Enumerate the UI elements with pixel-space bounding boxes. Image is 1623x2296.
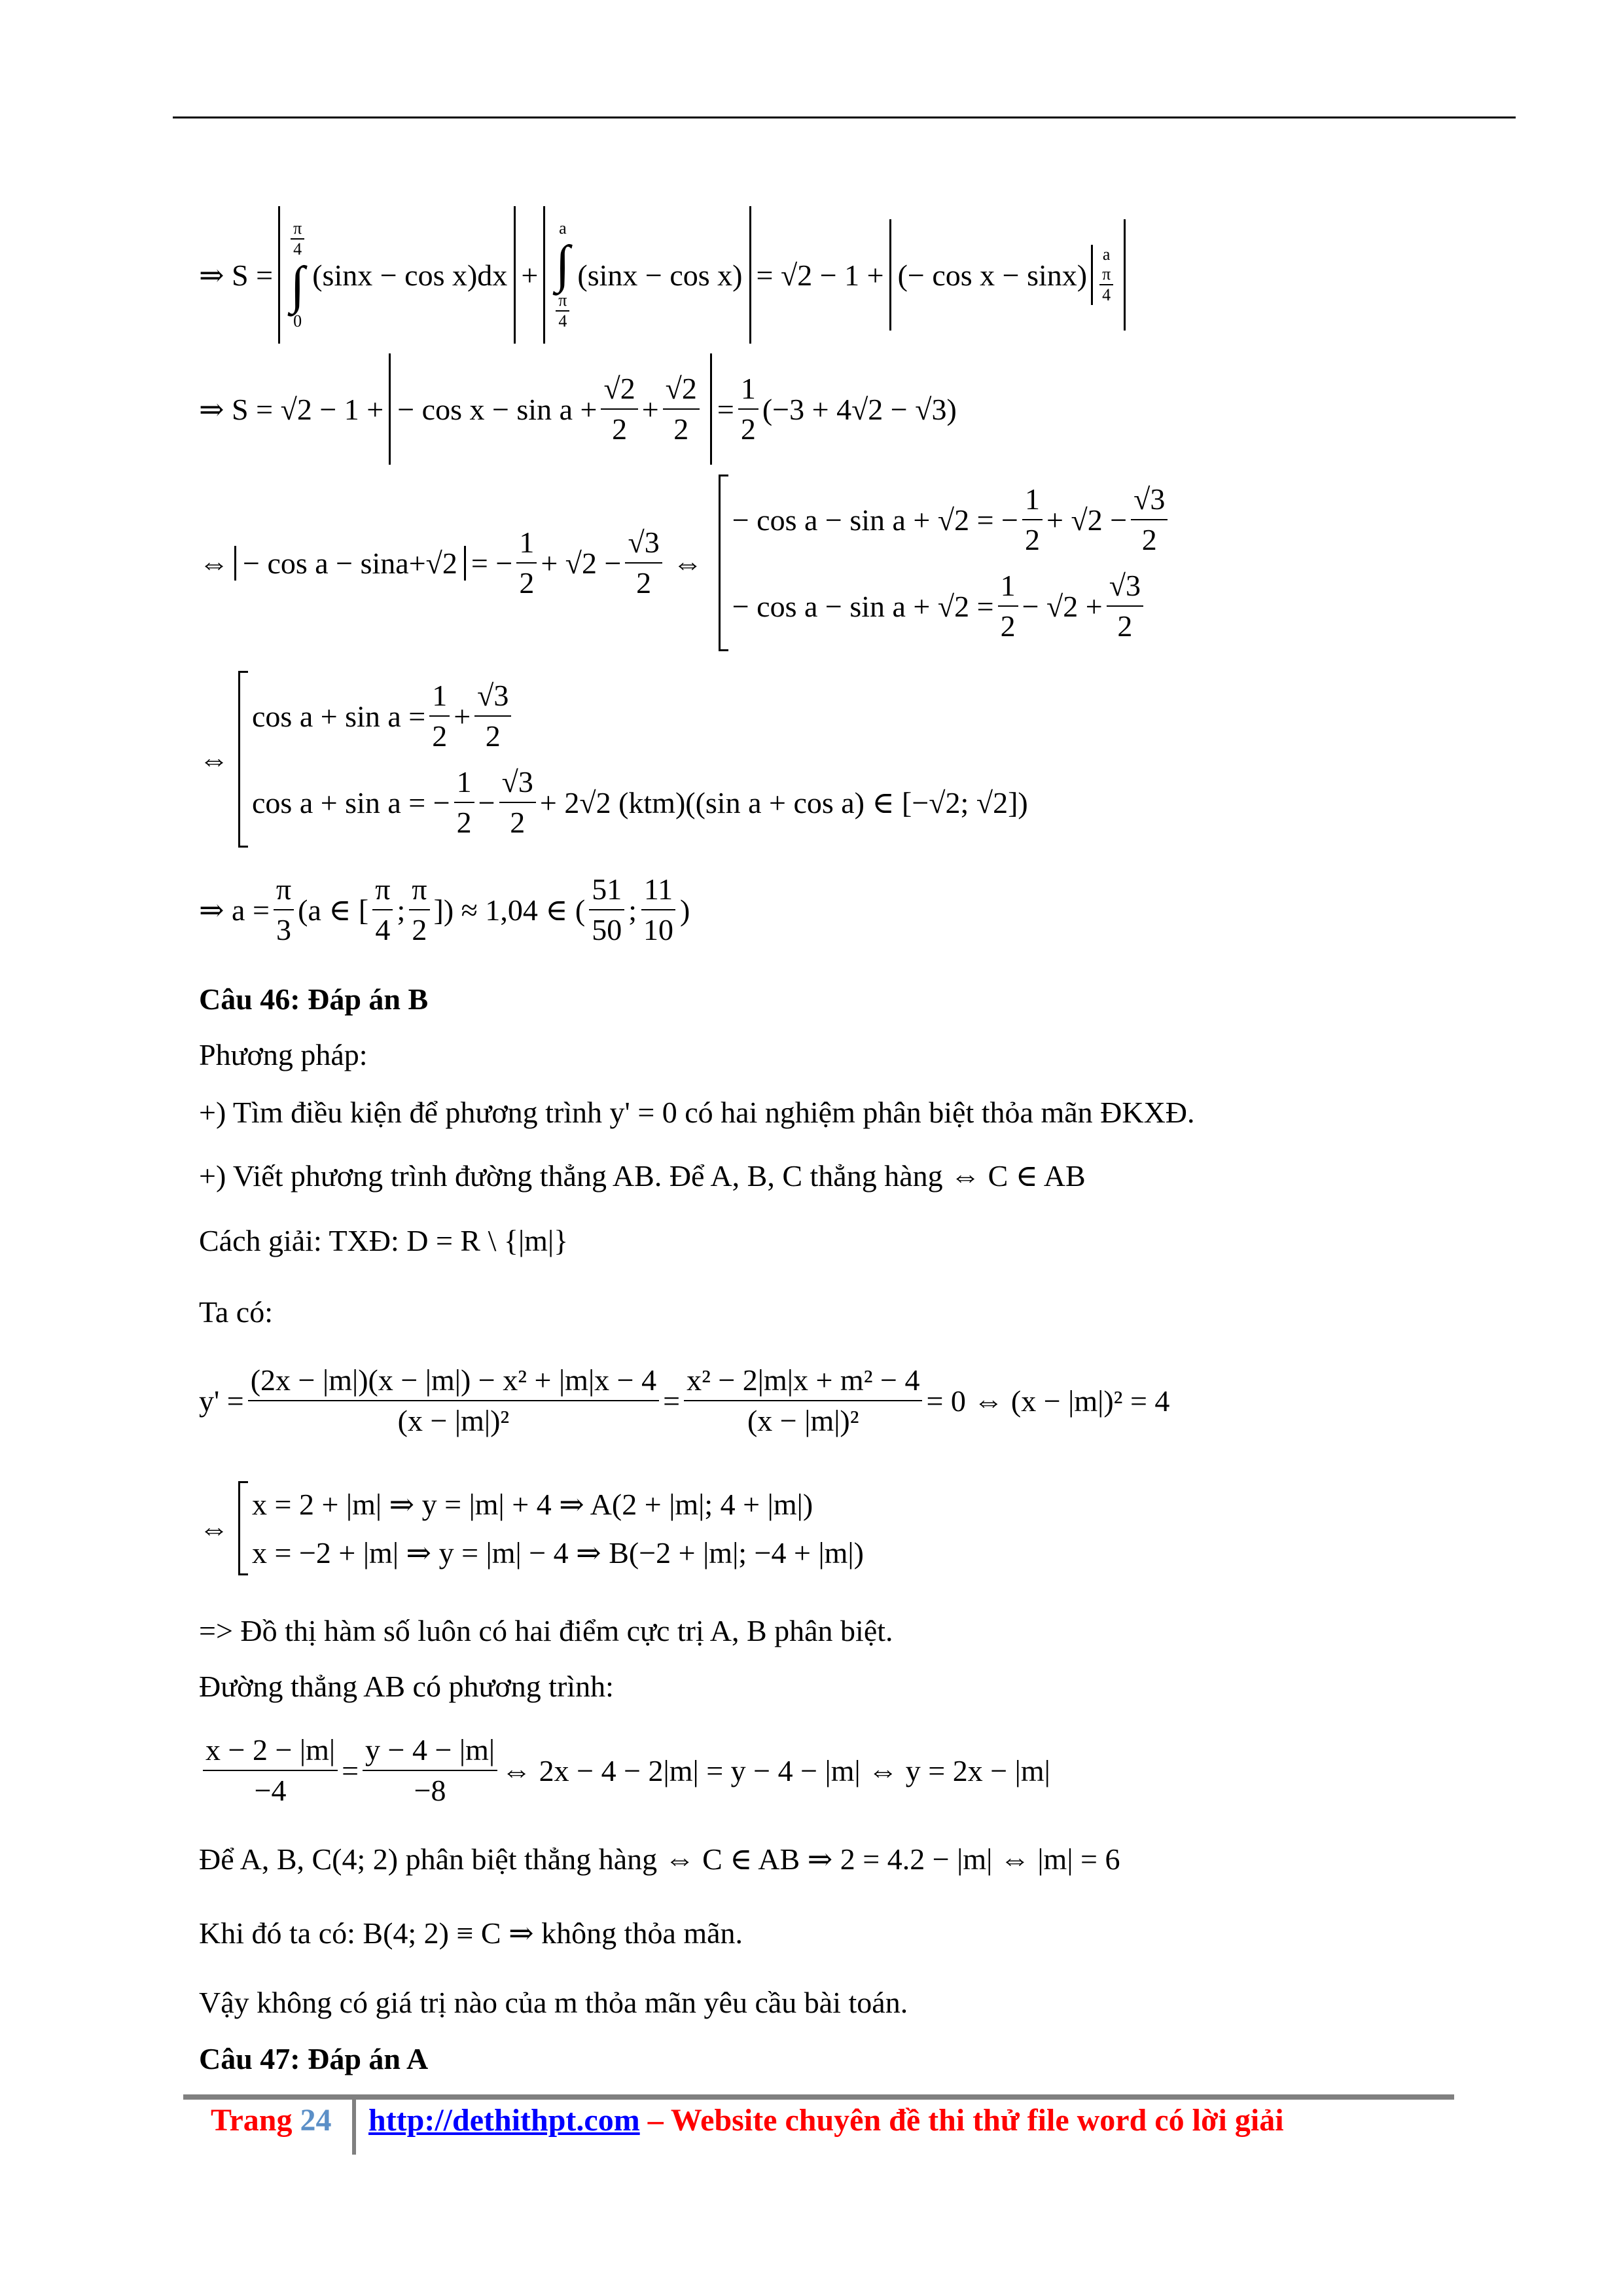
fraction-den: 2 (1117, 609, 1133, 643)
integral-sign: ∫ (555, 236, 570, 293)
fraction-num: x − 2 − |m| (203, 1731, 338, 1771)
fraction-den: −4 (254, 1774, 287, 1807)
fraction-num: √3 (1131, 480, 1168, 520)
solution-domain: Cách giải: TXĐ: D = R \ {|m|} (199, 1224, 569, 1257)
page-label: Trang (211, 2103, 293, 2138)
abs-eval (889, 219, 1126, 331)
eq-text: + √2 − (1046, 503, 1128, 537)
eq-text: = 0 ⇔ (x − |m|)² = 4 (926, 1384, 1170, 1418)
eq-text: − (478, 785, 495, 819)
eq-text: cos a + sin a = (252, 699, 426, 733)
fraction-num: √3 (474, 676, 511, 717)
footer-site (368, 2102, 1284, 2138)
footer-rule (183, 2094, 1454, 2100)
fraction-num: √3 (625, 523, 662, 564)
case-bracket (719, 475, 1172, 651)
fraction-den: 2 (1025, 523, 1040, 556)
line-ab-equation (199, 1721, 1050, 1820)
fraction-den: 2 (456, 806, 472, 839)
method-label: Phương pháp: (199, 1038, 368, 1071)
extremum-cases (199, 1466, 864, 1590)
eq-text: (− cos x − sinx) (897, 258, 1088, 292)
eq-text: − cos x − sin a + (397, 392, 597, 426)
fraction-num: (2x − |m|)(x − |m|) − x² + |m|x − 4 (248, 1361, 659, 1401)
fraction-den: 2 (412, 913, 427, 946)
eq-text: + (521, 258, 539, 292)
fraction-den: 2 (673, 412, 689, 446)
integral (287, 219, 308, 331)
fraction-num: √2 (601, 369, 637, 410)
eq-text: ; (397, 893, 406, 927)
limit: π (556, 291, 569, 312)
method-step-2: +) Viết phương trình đường thẳng AB. Để A, B, C thẳng hàng ⇔ C ∈ AB (199, 1159, 1086, 1193)
ta-co-label: Ta có: (199, 1295, 274, 1329)
eq-text: − √2 + (1022, 589, 1103, 623)
fraction-den: 2 (432, 719, 448, 753)
case-row (252, 676, 1028, 756)
then-statement: Khi đó ta có: B(4; 2) ≡ C ⇒ không thỏa mãn. (199, 1916, 743, 1950)
limit: a (1102, 245, 1111, 264)
fraction-den: 2 (1141, 523, 1157, 556)
fraction-num: π (274, 870, 294, 910)
limit: 4 (558, 312, 567, 331)
question-47-heading: Câu 47: Đáp án A (199, 2042, 429, 2075)
eq-text: ⇒ a = (199, 893, 270, 927)
eq-text: = − (471, 546, 513, 580)
eq-text: ; (628, 893, 637, 927)
fraction-num: x² − 2|m|x + m² − 4 (684, 1361, 922, 1401)
fraction-den: 2 (636, 566, 652, 600)
fraction-num: √3 (499, 762, 536, 803)
eq-text: ⇒ S = (199, 259, 274, 292)
fraction-den: 50 (592, 913, 622, 946)
eq-text: ⇔ (672, 546, 703, 580)
fraction-den: 2 (519, 566, 535, 600)
equation-s-value (199, 353, 957, 465)
integral-sign: ∫ (290, 257, 305, 314)
fraction-den: 3 (276, 913, 292, 946)
fraction-den: 10 (643, 913, 674, 946)
eq-text: (sinx − cos x)dx (312, 258, 508, 292)
limit: 0 (293, 312, 302, 331)
header-rule (173, 117, 1516, 118)
fraction-den: 2 (612, 412, 628, 446)
fraction-num: 1 (998, 566, 1018, 607)
derivative-equation (199, 1348, 1169, 1453)
method-step-1: +) Tìm điều kiện để phương trình y' = 0 có hai nghiệm phân biệt thỏa mãn ĐKXĐ. (199, 1096, 1195, 1129)
page-number: 24 (300, 2103, 332, 2138)
fraction-den: 4 (375, 913, 391, 946)
eq-text: (sinx − cos x) (577, 258, 743, 292)
eq-text: ) (680, 893, 690, 927)
limit: 4 (1102, 285, 1111, 304)
fraction-num: 1 (454, 762, 474, 803)
abs-expression (389, 353, 712, 465)
fraction-den: (x − |m|)² (747, 1404, 859, 1437)
eq-text: ⇔ (199, 1511, 229, 1545)
fraction-num: 51 (589, 870, 624, 910)
graph-note: => Đồ thị hàm số luôn có hai điểm cực trị A, B phân biệt. (199, 1614, 893, 1647)
case-row (732, 480, 1172, 560)
eq-text: + 2√2 (ktm)((sin a + cos a) ∈ [−√2; √2]) (539, 786, 1028, 819)
collinear-condition: Để A, B, C(4; 2) phân biệt thẳng hàng ⇔ C ∈ AB ⇒ 2 = 4.2 − |m| ⇔ |m| = 6 (199, 1842, 1120, 1876)
eq-text: (a ∈ [ (298, 893, 369, 927)
footer-tagline: – Website chuyên đề thi thử file word có lời giải (639, 2103, 1284, 2138)
eq-text: ⇔ (199, 742, 229, 776)
fraction-num: √3 (1107, 566, 1143, 607)
footer-separator (352, 2098, 356, 2155)
eq-text: − cos a − sin a + √2 = (732, 589, 994, 623)
conclusion: Vậy không có giá trị nào của m thỏa mãn yêu cầu bài toán. (199, 1986, 908, 2019)
fraction-num: 11 (641, 870, 675, 910)
limit: π (1099, 264, 1113, 285)
eq-text: = (717, 392, 734, 426)
eq-text: ⇔ (199, 546, 229, 580)
case-row: x = −2 + |m| ⇒ y = |m| − 4 ⇒ B(−2 + |m|; −4 + |m|) (252, 1536, 864, 1570)
case-bracket (238, 671, 1028, 848)
fraction-den: 2 (510, 806, 526, 839)
fraction-den: (x − |m|)² (397, 1404, 510, 1437)
abs-expression: − cos a − sina+√2 (234, 546, 466, 581)
eq-text: (−3 + 4√2 − √3) (762, 392, 957, 426)
eq-text: + (641, 392, 659, 426)
eq-text: ]) ≈ 1,04 ∈ ( (433, 893, 586, 927)
fraction-den: 2 (1000, 609, 1016, 643)
footer-page (211, 2102, 331, 2138)
case-bracket (238, 1481, 864, 1575)
eq-text: − cos a − sin a + √2 = − (732, 503, 1018, 537)
equation-cases-a (199, 668, 1028, 851)
case-row (252, 762, 1028, 842)
limit: a (559, 219, 567, 238)
line-ab-label: Đường thẳng AB có phương trình: (199, 1670, 614, 1703)
equation-area-s (199, 196, 1131, 353)
eq-text: + √2 − (541, 546, 622, 580)
fraction-num: 1 (429, 676, 450, 717)
equation-abs-condition (199, 471, 1171, 655)
fraction-den: −8 (414, 1774, 446, 1807)
fraction-den: 2 (485, 719, 501, 753)
integral (552, 219, 573, 331)
website-link[interactable]: http://dethithpt.com (368, 2103, 640, 2138)
eq-text: = √2 − 1 + (756, 258, 884, 292)
eq-text: = (663, 1384, 681, 1418)
fraction-num: 1 (1022, 480, 1043, 520)
limit: 4 (293, 240, 302, 259)
equation-a-result (199, 864, 690, 956)
eq-text: ⇔ 2x − 4 − 2|m| = y − 4 − |m| ⇔ y = 2x − |m| (501, 1753, 1050, 1787)
fraction-num: √2 (663, 369, 700, 410)
eq-text: ⇒ S = √2 − 1 + (199, 393, 384, 426)
eq-text: + (454, 699, 471, 733)
eq-text: cos a + sin a = − (252, 785, 450, 819)
fraction-num: π (372, 870, 393, 910)
eval-bar (1091, 245, 1117, 305)
case-row: x = 2 + |m| ⇒ y = |m| + 4 ⇒ A(2 + |m|; 4 + |m|) (252, 1488, 813, 1521)
question-46-heading: Câu 46: Đáp án B (199, 982, 429, 1016)
fraction-num: 1 (738, 369, 758, 410)
eq-text: y' = (199, 1384, 244, 1418)
limit: π (291, 219, 304, 240)
eq-text: = (342, 1753, 359, 1787)
fraction-num: y − 4 − |m| (363, 1731, 497, 1771)
fraction-num: π (409, 870, 429, 910)
fraction-den: 2 (740, 412, 756, 446)
abs-integral-2 (543, 206, 751, 344)
abs-integral-1 (278, 206, 516, 344)
fraction-num: 1 (516, 523, 537, 564)
case-row (732, 566, 1172, 646)
